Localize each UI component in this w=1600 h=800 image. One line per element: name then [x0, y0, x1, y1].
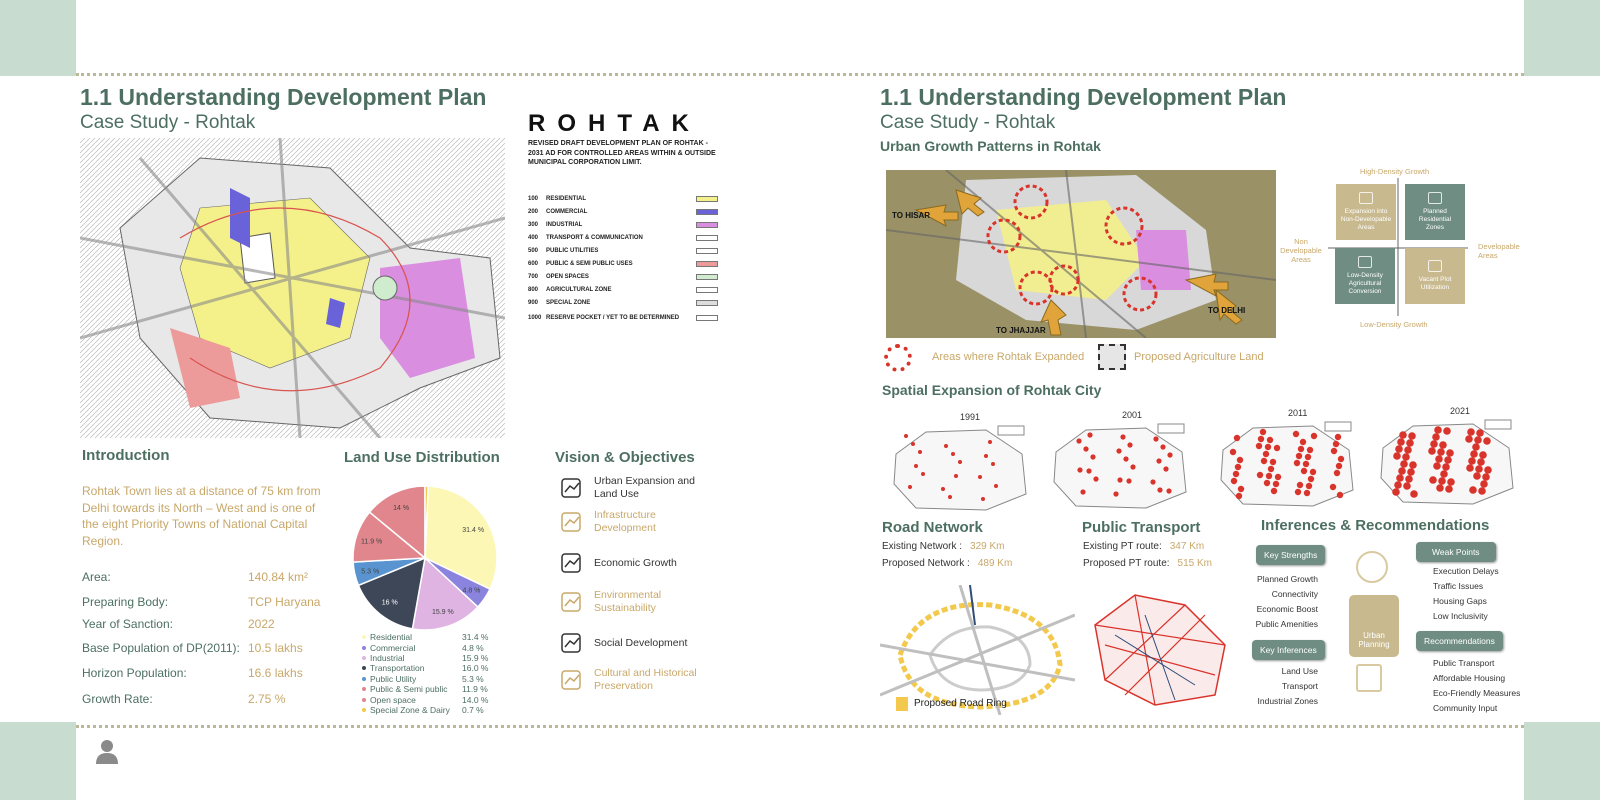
stat-value: 347 Km [1169, 541, 1205, 552]
pie-legend-name: Special Zone & Dairy [370, 704, 450, 715]
fact-row [82, 617, 275, 631]
plan-legend-code: 800 [528, 286, 539, 293]
fact-value: 16.6 lakhs [248, 666, 303, 680]
fact-row [82, 692, 286, 706]
list-item: Transport [1281, 681, 1318, 691]
map-label-jhajjar: TO JHAJJAR [996, 326, 1046, 335]
fact-label: Growth Rate: [82, 692, 153, 706]
matrix-cell-icon [1358, 256, 1372, 268]
pie-legend-row [362, 694, 488, 704]
expanded-area-legend-icon [884, 344, 912, 372]
social-icon [558, 630, 588, 656]
matrix-cell [1405, 248, 1465, 304]
plan-legend-swatch [696, 261, 718, 267]
growth-satellite-map [886, 170, 1276, 338]
corner-bottom-right [1524, 722, 1600, 800]
matrix-cell-icon [1359, 192, 1373, 204]
list-item: Planned Growth [1257, 574, 1318, 584]
pie-legend-name: Public & Semi public [370, 684, 448, 695]
plan-legend-text [528, 248, 598, 254]
inferences-heading: Inferences & Recommendations [1261, 517, 1490, 534]
year-map [1046, 422, 1192, 512]
year-label: 2011 [1288, 408, 1308, 418]
pie-slice-label: 14 % [393, 505, 410, 513]
weak-points-pill: Weak Points [1416, 542, 1496, 562]
plan-legend-row [528, 311, 718, 324]
plan-legend-code: 700 [528, 273, 539, 280]
vision-item [558, 589, 704, 615]
list-item: Traffic Issues [1433, 581, 1484, 591]
public-transport-map [1085, 585, 1235, 710]
matrix-cell [1335, 248, 1395, 304]
landuse-heading: Land Use Distribution [344, 449, 500, 466]
year-map [1213, 420, 1359, 510]
agri-land-legend-icon [1098, 344, 1126, 370]
stat-row [882, 541, 1005, 552]
list-item: Low Inclusivity [1433, 611, 1488, 621]
pie-legend-value: 15.9 % [462, 652, 489, 663]
plan-legend-text [528, 261, 633, 267]
plan-legend-code: 500 [528, 247, 539, 254]
pie-legend [362, 632, 488, 715]
pie-legend-value: 5.3 % [462, 673, 484, 684]
economic-growth-icon [558, 550, 588, 576]
matrix-bottom-label: Low-Density Growth [1360, 320, 1428, 329]
list-item: Housing Gaps [1433, 596, 1487, 606]
map-label-hisar: TO HISAR [892, 211, 931, 220]
intro-text: Rohtak Town lies at a distance of 75 km from Delhi towards its North – West and is one of the eight Priority Towns of National Capital Region. [82, 484, 321, 548]
plan-legend-label: INDUSTRIAL [546, 221, 583, 228]
pie-legend-name: Transportation [370, 663, 425, 674]
plan-legend-text [528, 300, 590, 306]
plan-legend-row [528, 205, 718, 218]
vision-item-label: Environmental Sustainability [594, 589, 662, 614]
vision-item-label: Economic Growth [594, 556, 677, 569]
pie-legend-dot [362, 646, 366, 650]
pie-legend-row [362, 653, 488, 663]
fact-label: Area: [82, 570, 111, 584]
fact-row [82, 666, 303, 680]
infrastructure-icon [558, 509, 588, 535]
pie-slice-label: 4.8 % [462, 587, 481, 595]
plan-heading: REVISED DRAFT DEVELOPMENT PLAN OF ROHTAK - 2031 AD FOR CONTROLLED AREAS WITHIN & OUTSIDE MUNICIPAL CORPORATION LIMIT. [528, 140, 716, 166]
stat-value: 329 Km [970, 541, 1005, 552]
road-heading: Road Network [882, 519, 983, 536]
pie-legend-value: 14.0 % [462, 694, 489, 705]
stat-label: Proposed Network : [882, 558, 970, 569]
plan-legend-code: 900 [528, 299, 539, 306]
right-page-title: 1.1 Understanding Development Plan [880, 84, 1287, 110]
pie-slice-label: 5.3 % [361, 568, 380, 576]
fact-row [82, 641, 303, 655]
plan-legend-text [528, 287, 611, 293]
matrix-cell [1336, 184, 1396, 240]
pie-legend-dot [362, 656, 366, 660]
year-label: 2001 [1122, 410, 1143, 420]
plan-legend-row [528, 231, 718, 244]
plan-legend-label: TRANSPORT & COMMUNICATION [546, 234, 643, 241]
matrix-cell [1405, 184, 1465, 240]
pie-legend-dot [362, 687, 366, 691]
vision-item-label: Social Development [594, 636, 688, 649]
cultural-icon [558, 667, 588, 693]
left-page-subtitle: Case Study - Rohtak [80, 112, 256, 133]
matrix-cell-label: Low-Density Agricultural Conversion [1347, 272, 1383, 295]
list-item: Connectivity [1271, 589, 1318, 599]
fact-label: Year of Sanction: [82, 617, 173, 631]
list-item: Affordable Housing [1433, 673, 1506, 683]
key-inferences-pill: Key Inferences [1252, 640, 1325, 660]
plan-legend-row [528, 244, 718, 257]
fact-value: 140.84 km² [248, 570, 309, 584]
environment-icon [558, 589, 588, 615]
year-map [1373, 418, 1519, 508]
strategy-icon [1356, 551, 1388, 583]
fact-value: TCP Haryana [248, 595, 321, 609]
pie-legend-value: 4.8 % [462, 642, 484, 653]
plan-legend-text [528, 315, 679, 321]
pie-legend-value: 31.4 % [462, 632, 489, 643]
strengths-list [1230, 572, 1318, 632]
list-item: Economic Boost [1256, 604, 1318, 614]
pie-legend-dot [362, 708, 366, 712]
plan-legend-label: AGRICULTURAL ZONE [546, 286, 612, 293]
key-inferences-list [1230, 664, 1318, 709]
urban-expansion-icon [558, 475, 588, 501]
pie-legend-row [362, 642, 488, 652]
plan-legend-code: 600 [528, 260, 539, 267]
user-avatar-icon[interactable] [96, 738, 118, 764]
pie-legend-dot [362, 666, 366, 670]
plan-legend-row [528, 296, 718, 309]
fact-label: Horizon Population: [82, 666, 187, 680]
pie-slice-label: 16 % [381, 599, 398, 607]
map-label-delhi: TO DELHI [1208, 306, 1246, 315]
plan-legend-swatch [696, 248, 718, 254]
plan-legend-code: 400 [528, 234, 539, 241]
key-strengths-pill: Key Strengths [1256, 545, 1325, 565]
pie-legend-row [362, 684, 488, 694]
road-network-map [880, 585, 1075, 715]
matrix-cell-label: Expansion into Non-Developable Areas [1340, 208, 1392, 231]
intro-heading: Introduction [82, 447, 170, 464]
pie-slice-label: 11.9 % [361, 538, 383, 546]
pie-legend-name: Industrial [370, 652, 405, 663]
fact-value: 2.75 % [248, 692, 286, 706]
pie-legend-row [362, 705, 488, 715]
stat-value: 515 Km [1177, 558, 1213, 569]
list-item: Community Input [1433, 703, 1498, 713]
plan-legend-swatch [696, 235, 718, 241]
plan-legend-label: COMMERCIAL [546, 208, 588, 215]
ring-legend-label: Proposed Road Ring [914, 698, 1007, 709]
plan-legend-text [528, 235, 643, 241]
pie-legend-value: 16.0 % [462, 663, 489, 674]
development-plan-map [80, 138, 505, 438]
fact-label: Base Population of DP(2011): [82, 641, 240, 655]
pie-legend-row [362, 674, 488, 684]
matrix-right-label: Developable Areas [1478, 242, 1520, 260]
stat-row [1083, 541, 1204, 552]
plan-legend-code: 300 [528, 221, 539, 228]
pie-legend-name: Open space [370, 694, 416, 705]
bottom-divider [76, 725, 1524, 728]
matrix-left-label: Non Developable Areas [1280, 237, 1322, 264]
plan-legend-label: OPEN SPACES [546, 273, 589, 280]
plan-legend-swatch [696, 300, 718, 306]
spatial-heading: Spatial Expansion of Rohtak City [882, 382, 1102, 398]
plan-legend-text [528, 196, 586, 202]
plan-town-name: ROHTAK [528, 110, 701, 137]
checklist-icon [1356, 664, 1382, 692]
matrix-cell-icon [1428, 260, 1442, 272]
growth-heading: Urban Growth Patterns in Rohtak [880, 138, 1101, 154]
stat-label: Proposed PT route: [1083, 558, 1170, 569]
stat-label: Existing PT route: [1083, 541, 1162, 552]
matrix-cell-label: Vacant Plot Utilization [1418, 276, 1452, 291]
right-page-subtitle: Case Study - Rohtak [880, 112, 1056, 133]
pie-legend-row [362, 632, 488, 642]
stat-row [1083, 558, 1212, 569]
landuse-pie-chart [345, 478, 505, 638]
vision-item [558, 550, 704, 576]
plan-legend-row [528, 257, 718, 270]
fact-label: Preparing Body: [82, 595, 169, 609]
list-item: Eco-Friendly Measures [1433, 688, 1521, 698]
plan-legend-code: 100 [528, 195, 539, 202]
expanded-area-legend: Areas where Rohtak Expanded [932, 351, 1085, 363]
vision-item [558, 509, 704, 535]
plan-legend-label: PUBLIC & SEMI PUBLIC USES [546, 260, 633, 267]
plan-legend-row [528, 283, 718, 296]
list-item: Land Use [1281, 666, 1318, 676]
corner-bottom-left [0, 722, 76, 800]
list-item: Public Amenities [1255, 619, 1318, 629]
plan-legend-swatch [696, 274, 718, 280]
recommendations-pill: Recommendations [1416, 631, 1503, 651]
vision-item [558, 667, 704, 693]
fact-row [82, 595, 321, 609]
plan-legend-text [528, 222, 582, 228]
plan-legend-label: RESIDENTIAL [546, 195, 587, 202]
corner-top-right [1524, 0, 1600, 76]
plan-legend-swatch [696, 196, 718, 202]
plan-legend-text [528, 274, 589, 280]
matrix-cell-label: Planned Residential Zones [1418, 208, 1452, 231]
urban-planning-label: Urban Planning [1358, 631, 1390, 649]
fact-value: 2022 [248, 617, 275, 631]
pie-legend-dot [362, 635, 366, 639]
pie-slice-label: 31.4 % [462, 527, 485, 535]
year-label: 2021 [1450, 406, 1471, 416]
matrix-top-label: High-Density Growth [1360, 167, 1430, 176]
plan-legend-code: 200 [528, 208, 539, 215]
vision-item-label: Urban Expansion and Land Use [594, 475, 695, 500]
ring-legend-swatch [896, 697, 908, 711]
plan-legend-row [528, 192, 718, 205]
vision-item-label: Cultural and Historical Preservation [594, 667, 697, 692]
year-map [886, 424, 1032, 514]
left-page-title: 1.1 Understanding Development Plan [80, 84, 487, 110]
transport-heading: Public Transport [1082, 519, 1201, 536]
plan-legend-row [528, 270, 718, 283]
stat-value: 489 Km [977, 558, 1013, 569]
vision-heading: Vision & Objectives [555, 449, 695, 466]
year-label: 1991 [960, 412, 981, 422]
vision-item [558, 630, 704, 656]
list-item: Execution Delays [1433, 566, 1499, 576]
plan-legend-swatch [696, 287, 718, 293]
plan-legend-label: SPECIAL ZONE [546, 299, 591, 306]
pie-legend-name: Commercial [370, 642, 416, 653]
pie-legend-dot [362, 698, 366, 702]
plan-legend-label: RESERVE POCKET / YET TO BE DETERMINED [546, 314, 680, 321]
plan-legend-row [528, 218, 718, 231]
weak-points-list [1433, 564, 1499, 624]
pie-legend-name: Residential [370, 632, 413, 643]
matrix-cell-icon [1428, 192, 1442, 204]
pie-legend-name: Public Utility [370, 673, 417, 684]
stat-label: Existing Network : [882, 541, 963, 552]
plan-legend-text [528, 209, 587, 215]
vision-item [558, 475, 704, 501]
vision-item-label: Infrastructure Development [594, 509, 656, 534]
pie-legend-row [362, 663, 488, 673]
plan-legend-swatch [696, 209, 718, 215]
pie-legend-value: 11.9 % [462, 684, 488, 695]
corner-top-left [0, 0, 76, 76]
plan-legend-code: 1000 [528, 314, 542, 321]
plan-legend-swatch [696, 315, 718, 321]
plan-legend-swatch [696, 222, 718, 228]
fact-row [82, 570, 309, 584]
list-item: Public Transport [1433, 658, 1495, 668]
plan-legend-label: PUBLIC UTILITIES [546, 247, 599, 254]
fact-value: 10.5 lakhs [248, 641, 303, 655]
stat-row [882, 558, 1012, 569]
pie-legend-value: 0.7 % [462, 704, 484, 715]
agri-land-legend: Proposed Agriculture Land [1134, 351, 1264, 363]
recommendations-list [1433, 656, 1520, 716]
pie-legend-dot [362, 677, 366, 681]
list-item: Industrial Zones [1257, 696, 1318, 706]
pie-slice-label: 15.9 % [431, 609, 454, 617]
top-divider [76, 73, 1524, 76]
urban-planning-box [1349, 595, 1399, 657]
plan-legend [528, 192, 718, 324]
